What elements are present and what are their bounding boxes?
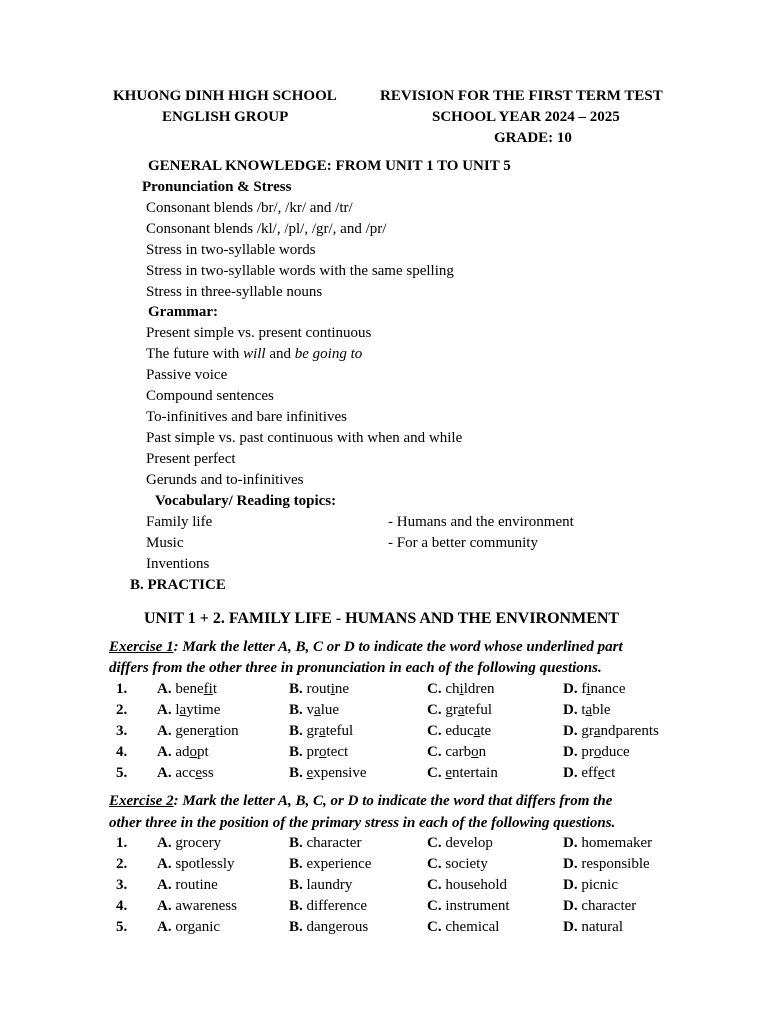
option-d[interactable] <box>563 917 623 938</box>
unit-title: UNIT 1 + 2. FAMILY LIFE - HUMANS AND THE ENVIRONMENT <box>144 610 620 627</box>
option-letter: A. <box>157 723 172 739</box>
underlined-part: a <box>208 723 216 739</box>
option-d[interactable] <box>563 854 650 875</box>
option-c[interactable] <box>427 854 488 875</box>
option-letter: D. <box>563 765 578 781</box>
option-b[interactable] <box>289 721 353 742</box>
option-letter: D. <box>563 877 578 893</box>
option-letter: B. <box>289 856 303 872</box>
vocab-topic: - Humans and the environment <box>388 514 574 530</box>
option-a[interactable] <box>157 679 217 700</box>
question-row <box>0 763 768 784</box>
word-part: educ <box>445 723 474 739</box>
exercise1-label: Exercise 1 <box>109 639 174 655</box>
underlined-part: a <box>585 702 593 718</box>
option-a[interactable] <box>157 833 221 854</box>
underlined-part: a <box>593 723 601 739</box>
word-part: ct <box>604 765 616 781</box>
option-d[interactable] <box>563 763 615 784</box>
question-row <box>0 854 768 875</box>
pron-item: Stress in two-syllable words with the same spelling <box>146 263 454 279</box>
option-word: society <box>445 856 488 872</box>
underlined-part: o <box>319 744 327 760</box>
option-letter: C. <box>427 702 442 718</box>
exercise1-instruction: Exercise 1: Mark the letter A, B, C or D to indicate the word whose underlined part <box>109 639 623 655</box>
word-part: rout <box>306 681 331 697</box>
word-part: ldren <box>463 681 495 697</box>
option-d[interactable] <box>563 833 652 854</box>
word-part: lue <box>320 702 340 718</box>
grammar-item: Present perfect <box>146 451 236 467</box>
option-letter: C. <box>427 835 442 851</box>
option-letter: B. <box>289 681 303 697</box>
question-row <box>0 896 768 917</box>
word-part: ytime <box>186 702 221 718</box>
underlined-part: e <box>306 765 314 781</box>
grammar-item: Gerunds and to-infinitives <box>146 472 304 488</box>
option-letter: C. <box>427 856 442 872</box>
option-d[interactable] <box>563 721 659 742</box>
option-word: organic <box>175 919 221 935</box>
underlined-part: e <box>445 765 453 781</box>
option-a[interactable] <box>157 917 220 938</box>
option-word: spotlessly <box>175 856 235 872</box>
word-part: teful <box>464 702 493 718</box>
question-number: 4. <box>116 744 128 760</box>
question-number: 2. <box>116 702 128 718</box>
option-letter: C. <box>427 765 442 781</box>
word-part: ne <box>334 681 350 697</box>
option-d[interactable] <box>563 742 630 763</box>
option-a[interactable] <box>157 854 235 875</box>
word-part: bene <box>175 681 204 697</box>
word-part: teful <box>325 723 354 739</box>
option-word: laundry <box>306 877 353 893</box>
word-part: ntertain <box>452 765 498 781</box>
pron-item: Stress in three-syllable nouns <box>146 284 323 300</box>
word-part: ndparents <box>600 723 659 739</box>
word-part: pr <box>581 744 594 760</box>
option-letter: B. <box>289 723 303 739</box>
exercise2-label: Exercise 2 <box>109 793 174 809</box>
option-letter: C. <box>427 681 442 697</box>
option-word: dangerous <box>306 919 369 935</box>
question-number: 4. <box>116 898 128 914</box>
option-letter: A. <box>157 835 172 851</box>
option-letter: D. <box>563 702 578 718</box>
option-letter: B. <box>289 919 303 935</box>
word-part: duce <box>601 744 630 760</box>
word-part: gr <box>581 723 594 739</box>
underlined-part: o <box>471 744 479 760</box>
option-word: awareness <box>175 898 237 914</box>
option-letter: D. <box>563 835 578 851</box>
question-number: 1. <box>116 835 128 851</box>
option-c[interactable] <box>427 917 499 938</box>
question-number: 3. <box>116 723 128 739</box>
grammar-item: To-infinitives and bare infinitives <box>146 409 347 425</box>
option-b[interactable] <box>289 742 348 763</box>
underlined-part: fi <box>203 681 213 697</box>
school-name: KHUONG DINH HIGH SCHOOL <box>113 88 337 104</box>
practice-heading: B. PRACTICE <box>130 577 226 593</box>
word-part: carb <box>445 744 472 760</box>
grammar-item-future: The future with will and be going to <box>146 346 363 362</box>
word-part: pt <box>197 744 209 760</box>
pron-item: Consonant blends /kl/, /pl/, /gr/, and /pr/ <box>146 221 387 237</box>
exercise2-instruction: Exercise 2: Mark the letter A, B, C, or D to indicate the word that differs from the <box>109 793 613 809</box>
grammar-item: Passive voice <box>146 367 228 383</box>
option-a[interactable] <box>157 742 209 763</box>
option-c[interactable] <box>427 742 486 763</box>
option-letter: A. <box>157 856 172 872</box>
option-c[interactable] <box>427 875 507 896</box>
option-b[interactable] <box>289 763 367 784</box>
option-a[interactable] <box>157 896 237 917</box>
option-d[interactable] <box>563 679 626 700</box>
option-letter: A. <box>157 681 172 697</box>
option-word: chemical <box>445 919 500 935</box>
option-word: grocery <box>175 835 222 851</box>
underlined-part: a <box>319 723 326 739</box>
word-part: t <box>581 702 586 718</box>
underlined-part: a <box>314 702 321 718</box>
question-number: 3. <box>116 877 128 893</box>
option-word: picnic <box>581 877 618 893</box>
question-row <box>0 917 768 938</box>
pron-heading: Pronunciation & Stress <box>142 179 292 195</box>
option-a[interactable] <box>157 700 220 721</box>
option-letter: C. <box>427 898 442 914</box>
word-part: acc <box>175 765 196 781</box>
underlined-part: e <box>195 765 202 781</box>
vocab-heading: Vocabulary/ Reading topics: <box>155 493 337 509</box>
option-c[interactable] <box>427 700 492 721</box>
school-year: SCHOOL YEAR 2024 – 2025 <box>432 109 620 125</box>
option-word: character <box>306 835 362 851</box>
option-letter: B. <box>289 765 303 781</box>
word-part: f <box>581 681 587 697</box>
word-part: gr <box>445 702 458 718</box>
question-row <box>0 742 768 763</box>
word-part: nance <box>590 681 626 697</box>
option-letter: D. <box>563 723 578 739</box>
option-word: develop <box>445 835 493 851</box>
option-word: routine <box>175 877 218 893</box>
word-part: tect <box>326 744 349 760</box>
word-part: te <box>480 723 492 739</box>
underlined-part: i <box>330 681 335 697</box>
option-letter: D. <box>563 744 578 760</box>
option-word: household <box>445 877 508 893</box>
question-row <box>0 875 768 896</box>
option-word: difference <box>306 898 368 914</box>
option-d[interactable] <box>563 875 618 896</box>
option-word: responsible <box>581 856 650 872</box>
word-part: ch <box>445 681 460 697</box>
option-letter: B. <box>289 744 303 760</box>
option-c[interactable] <box>427 721 491 742</box>
option-b[interactable] <box>289 896 367 917</box>
question-row <box>0 700 768 721</box>
grammar-item: Present simple vs. present continuous <box>146 325 372 341</box>
general-heading: GENERAL KNOWLEDGE: FROM UNIT 1 TO UNIT 5 <box>148 158 511 174</box>
underlined-part: i <box>459 681 464 697</box>
underlined-part: a <box>473 723 481 739</box>
option-a[interactable] <box>157 763 214 784</box>
underlined-part: e <box>597 765 605 781</box>
option-b[interactable] <box>289 833 361 854</box>
option-c[interactable] <box>427 679 495 700</box>
pron-item: Consonant blends /br/, /kr/ and /tr/ <box>146 200 353 216</box>
option-letter: A. <box>157 898 172 914</box>
option-letter: B. <box>289 835 303 851</box>
option-letter: B. <box>289 898 303 914</box>
question-row <box>0 721 768 742</box>
pron-item: Stress in two-syllable words <box>146 242 316 258</box>
option-c[interactable] <box>427 896 510 917</box>
question-number: 5. <box>116 765 128 781</box>
option-letter: D. <box>563 919 578 935</box>
option-letter: C. <box>427 723 442 739</box>
group-name: ENGLISH GROUP <box>162 109 289 125</box>
option-letter: A. <box>157 877 172 893</box>
option-letter: D. <box>563 681 578 697</box>
option-d[interactable] <box>563 896 636 917</box>
option-letter: C. <box>427 919 442 935</box>
option-letter: A. <box>157 744 172 760</box>
question-number: 2. <box>116 856 128 872</box>
option-a[interactable] <box>157 875 218 896</box>
word-part: xpensive <box>313 765 367 781</box>
grammar-heading: Grammar: <box>148 304 218 320</box>
question-number: 1. <box>116 681 128 697</box>
word-part: ad <box>175 744 190 760</box>
option-b[interactable] <box>289 917 368 938</box>
word-part: t <box>212 681 218 697</box>
option-d[interactable] <box>563 700 611 721</box>
option-word: experience <box>306 856 372 872</box>
option-letter: B. <box>289 702 303 718</box>
question-number: 5. <box>116 919 128 935</box>
word-part: n <box>478 744 487 760</box>
word-part: ss <box>202 765 214 781</box>
word-part: ble <box>592 702 611 718</box>
vocab-topic: Family life <box>146 514 213 530</box>
underlined-part: a <box>179 702 187 718</box>
option-a[interactable] <box>157 721 239 742</box>
grammar-item: Past simple vs. past continuous with when and while <box>146 430 463 446</box>
word-part: gr <box>306 723 320 739</box>
doc-title: REVISION FOR THE FIRST TERM TEST <box>380 88 663 104</box>
option-word: instrument <box>445 898 510 914</box>
option-b[interactable] <box>289 700 339 721</box>
option-word: natural <box>581 919 623 935</box>
option-c[interactable] <box>427 833 493 854</box>
underlined-part: o <box>593 744 602 760</box>
word-part: eff <box>581 765 598 781</box>
option-b[interactable] <box>289 679 349 700</box>
option-letter: A. <box>157 702 172 718</box>
exercise1-instruction-cont: differs from the other three in pronunciation in each of the following questions. <box>109 660 602 676</box>
vocab-topic: - For a better community <box>388 535 538 551</box>
option-b[interactable] <box>289 875 352 896</box>
word-part: pr <box>306 744 320 760</box>
word-part: l <box>175 702 180 718</box>
underlined-part: a <box>457 702 465 718</box>
question-row <box>0 833 768 854</box>
question-row <box>0 679 768 700</box>
vocab-topic: Music <box>146 535 184 551</box>
grade: GRADE: 10 <box>494 130 572 146</box>
option-letter: B. <box>289 877 303 893</box>
underlined-part: i <box>586 681 591 697</box>
word-part: gener <box>175 723 209 739</box>
option-letter: C. <box>427 744 442 760</box>
word-part: tion <box>215 723 239 739</box>
option-letter: D. <box>563 898 578 914</box>
vocab-topic: Inventions <box>146 556 210 572</box>
option-letter: A. <box>157 919 172 935</box>
option-b[interactable] <box>289 854 371 875</box>
option-letter: C. <box>427 877 442 893</box>
word-part: v <box>306 702 315 718</box>
option-letter: A. <box>157 765 172 781</box>
underlined-part: o <box>189 744 198 760</box>
grammar-item: Compound sentences <box>146 388 274 404</box>
option-c[interactable] <box>427 763 498 784</box>
option-word: character <box>581 898 637 914</box>
option-word: homemaker <box>581 835 653 851</box>
option-letter: D. <box>563 856 578 872</box>
exercise2-instruction-cont: other three in the position of the primary stress in each of the following questions. <box>109 815 616 831</box>
